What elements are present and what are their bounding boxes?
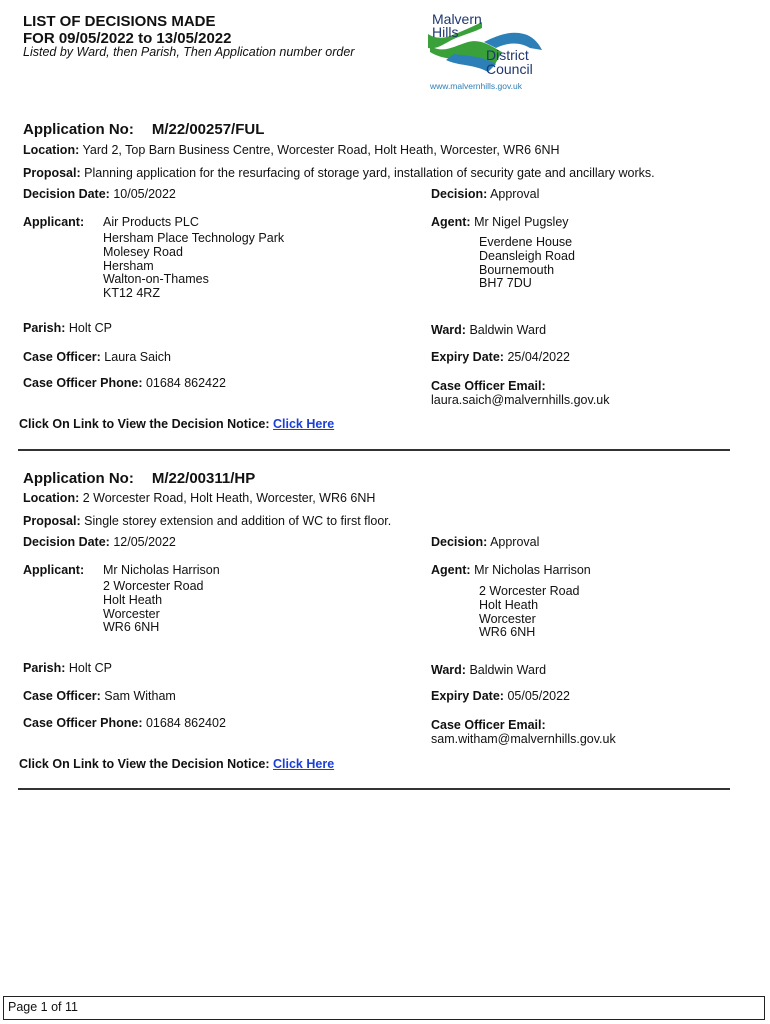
- document-title: LIST OF DECISIONS MADE: [23, 13, 216, 30]
- listing-order-subtitle: Listed by Ward, then Parish, Then Application number order: [23, 45, 355, 59]
- agent-address: Everdene House Deansleigh Road Bournemouth BH7 7DU: [479, 235, 575, 291]
- case-officer-phone-label: Case Officer Phone:: [23, 716, 143, 730]
- case-officer-label: Case Officer:: [23, 689, 101, 703]
- case-officer-phone-row: [23, 376, 226, 390]
- expiry-date-label: Expiry Date:: [431, 350, 504, 364]
- proposal-value: Single storey extension and addition of WC to first floor.: [84, 514, 392, 528]
- malvern-hills-logo: [424, 8, 554, 96]
- parish-value: Holt CP: [68, 321, 112, 335]
- decision-value: Approval: [490, 535, 540, 549]
- date-range-title: FOR 09/05/2022 to 13/05/2022: [23, 30, 232, 47]
- agent-name: Mr Nigel Pugsley: [474, 215, 569, 229]
- location-row: [23, 143, 560, 157]
- applicant-address: 2 Worcester Road Holt Heath Worcester WR6 6NH: [103, 579, 204, 635]
- ward-label: Ward:: [431, 323, 466, 337]
- logo-text-district: District: [486, 47, 529, 63]
- parish-value: Holt CP: [68, 661, 112, 675]
- section-divider: [18, 449, 730, 451]
- proposal-value: Planning application for the resurfacing of storage yard, installation of security gate and ancillary works.: [84, 166, 655, 180]
- malvern-hills-logo-graphic: [424, 8, 554, 96]
- decision-date-label: Decision Date:: [23, 187, 110, 201]
- parish-label: Parish:: [23, 661, 66, 675]
- proposal-row: [23, 166, 655, 180]
- ward-label: Ward:: [431, 663, 466, 677]
- case-officer-phone-value: 01684 862422: [145, 376, 226, 390]
- logo-text-malvern: Malvern: [432, 11, 482, 27]
- decision-notice-link[interactable]: Click Here: [273, 417, 335, 431]
- location-value: 2 Worcester Road, Holt Heath, Worcester, WR6 6NH: [82, 491, 376, 505]
- ward-row: [431, 663, 546, 677]
- application-number-label: Application No:: [23, 470, 134, 487]
- expiry-date-row: [431, 350, 570, 364]
- ward-value: Baldwin Ward: [469, 323, 547, 337]
- location-label: Location:: [23, 143, 80, 157]
- expiry-date-label: Expiry Date:: [431, 689, 504, 703]
- decision-value: Approval: [490, 187, 540, 201]
- case-officer-phone-row: [23, 716, 226, 730]
- case-officer-value: Sam Witham: [104, 689, 176, 703]
- decision-notice-label: Click On Link to View the Decision Notice:: [19, 757, 270, 771]
- expiry-date-value: 05/05/2022: [507, 689, 570, 703]
- section-divider: [18, 788, 730, 790]
- decision-notice-row: [19, 757, 334, 771]
- decision-date-row: [23, 535, 176, 549]
- decision-date-row: [23, 187, 176, 201]
- decision-date-label: Decision Date:: [23, 535, 110, 549]
- location-value: Yard 2, Top Barn Business Centre, Worcester Road, Holt Heath, Worcester, WR6 6NH: [82, 143, 560, 157]
- expiry-date-value: 25/04/2022: [507, 350, 570, 364]
- page-footer-box: [3, 996, 765, 1020]
- decision-label: Decision:: [431, 187, 488, 201]
- ward-value: Baldwin Ward: [469, 663, 547, 677]
- location-label: Location:: [23, 491, 80, 505]
- parish-label: Parish:: [23, 321, 66, 335]
- case-officer-email-label: Case Officer Email:: [431, 379, 546, 393]
- agent-label: Agent:: [431, 215, 471, 229]
- case-officer-email-label: Case Officer Email:: [431, 718, 546, 732]
- decision-notice-row: [19, 417, 334, 431]
- agent-row: [431, 215, 569, 229]
- applicant-name: Mr Nicholas Harrison: [103, 563, 220, 577]
- application-number: [23, 121, 264, 138]
- application-number-label: Application No:: [23, 121, 134, 138]
- parish-row: [23, 321, 112, 335]
- expiry-date-row: [431, 689, 570, 703]
- case-officer-email-value: sam.witham@malvernhills.gov.uk: [431, 732, 616, 746]
- case-officer-row: [23, 689, 176, 703]
- agent-address: 2 Worcester Road Holt Heath Worcester WR6 6NH: [479, 584, 580, 640]
- application-number-value: M/22/00311/HP: [151, 470, 256, 487]
- applicant-label: Applicant:: [23, 215, 85, 229]
- parish-row: [23, 661, 112, 675]
- applicant-label: Applicant:: [23, 563, 85, 577]
- case-officer-phone-value: 01684 862402: [145, 716, 226, 730]
- agent-label: Agent:: [431, 563, 471, 577]
- proposal-label: Proposal:: [23, 514, 81, 528]
- decision-notice-link[interactable]: Click Here: [273, 757, 335, 771]
- case-officer-email-value: laura.saich@malvernhills.gov.uk: [431, 393, 610, 407]
- agent-row: [431, 563, 591, 577]
- logo-text-url: www.malvernhills.gov.uk: [430, 81, 522, 91]
- decision-date-value: 10/05/2022: [113, 187, 176, 201]
- decision-label: Decision:: [431, 535, 488, 549]
- case-officer-row: [23, 350, 171, 364]
- case-officer-value: Laura Saich: [104, 350, 172, 364]
- location-row: [23, 491, 375, 505]
- decision-row: [431, 187, 539, 201]
- case-officer-phone-label: Case Officer Phone:: [23, 376, 143, 390]
- agent-name: Mr Nicholas Harrison: [474, 563, 591, 577]
- decision-notice-label: Click On Link to View the Decision Notice:: [19, 417, 270, 431]
- proposal-row: [23, 514, 391, 528]
- logo-text-hills: Hills: [432, 24, 459, 40]
- case-officer-label: Case Officer:: [23, 350, 101, 364]
- logo-text-council: Council: [486, 61, 533, 77]
- application-number-value: M/22/00257/FUL: [151, 121, 265, 138]
- ward-row: [431, 323, 546, 337]
- decision-date-value: 12/05/2022: [113, 535, 176, 549]
- proposal-label: Proposal:: [23, 166, 81, 180]
- page-number: Page 1 of 11: [8, 1000, 78, 1014]
- applicant-address: Hersham Place Technology Park Molesey Road Hersham Walton-on-Thames KT12 4RZ: [103, 231, 285, 301]
- decision-row: [431, 535, 539, 549]
- applicant-name: Air Products PLC: [103, 215, 199, 229]
- application-number: [23, 470, 255, 487]
